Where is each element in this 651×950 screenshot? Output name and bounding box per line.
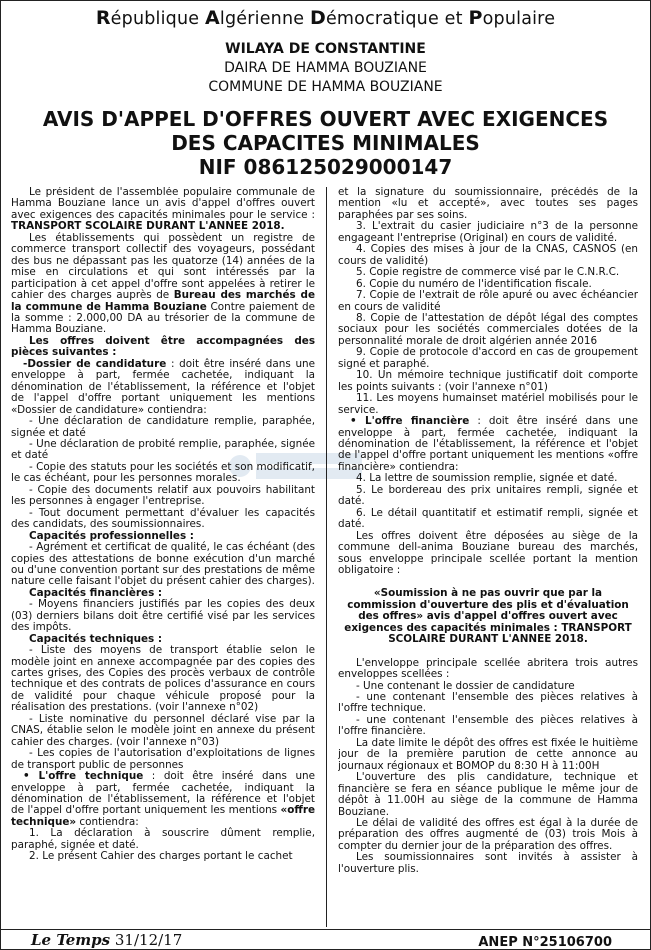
invitation-paragraph: Les soumissionnaires sont invités à assister à l'ouverture plis.	[338, 851, 638, 875]
offre-technique: • L'offre technique : doit être inséré dans une enveloppe à part, fermée cachetée, indiquant la dénomination de l'établissement, la référence et l'objet de l'appel d'offre portant uniquement les mentions «offre technique» contiendra:	[11, 770, 315, 828]
list-item: - Une déclaration de candidature remplie, paraphée, signée et daté	[11, 415, 315, 439]
list-item: 5. Le bordereau des prix unitaires rempli, signée et daté.	[338, 483, 638, 508]
list-item: - Liste des moyens de transport établie selon le modèle joint en annexe accompagnée par des copies des cartes grises, des Copies des procès verbaux de contrôle technique et des contrats de polices d'assurance en cours de validité pour chaque véhicule proposé pour la réalisation des prestations. (voir l'annexe n°02)	[11, 644, 315, 714]
list-item: - Moyens financiers justifiés par les copies des deux (03) derniers bilans doit être certifié visé par les services des impôts.	[11, 598, 315, 634]
deadline-paragraph: La date limite le dépôt des offres est fixée le huitième jour de la première parution de cette annonce au journaux régionaux et BOMOP du 8:30 H à 11:00H	[338, 736, 638, 772]
list-item: - une contenant l'ensemble des pièces relatives à l'offre financière.	[338, 713, 638, 738]
wilaya-name: WILAYA DE CONSTANTINE	[225, 41, 426, 57]
list-item: - Copie des statuts pour les sociétés et son modificatif, le cas échéant, pour les personnes morales.	[11, 460, 315, 485]
list-item: et la signature du soumissionnaire, précédés de la mention «lu et accepté», avec toutes ses pages paraphées par ses soins.	[338, 187, 638, 221]
capacites-pro-heading: Capacités professionnelles :	[29, 529, 194, 542]
list-item: 7. Copie de l'extrait de rôle apuré ou avec échéancier en cours de validité	[338, 289, 638, 313]
notice-title: AVIS D'APPEL D'OFFRES OUVERT AVEC EXIGENCES DES CAPACITES MINIMALES NIF 086125029000147	[42, 107, 609, 179]
list-item: 9. Copie de protocole d'accord en cas de groupement signé et paraphé.	[338, 346, 638, 370]
offres-heading: Les offres doivent être accompagnées des pièces suivantes :	[11, 334, 315, 359]
list-item: 8. Copie de l'attestation de dépôt légal des comptes sociaux pour les sociétés commerciales dotées de la personnalité morale de droit algérien année 2016	[338, 311, 638, 347]
left-column	[11, 187, 315, 893]
capacites-fin-heading: Capacités financières :	[29, 586, 163, 599]
opening-paragraph: L'ouverture des plis candidature, technique et financière se fera en séance publique le même jour de dépôt à 11.00H au siège de la commune de Hamma Bouziane.	[338, 771, 638, 818]
validity-paragraph: Le délai de validité des offres est égal à la durée de préparation des offres augmenté de (03) trois Mois à compter du dernier jour de la préparation des offres.	[338, 817, 638, 852]
daira-name: DAIRA DE HAMMA BOUZIANE	[224, 60, 427, 76]
deposit-paragraph: Les offres doivent être déposées au siège de la commune dell-anima Bouziane bureau des marchés, sous enveloppe principale scellée portant la mention obligatoire :	[338, 529, 638, 576]
commune-name: COMMUNE DE HAMMA BOUZIANE	[208, 79, 443, 95]
anep-number: ANEP N°25106700	[478, 935, 612, 950]
soumission-mention: «Soumission à ne pas ouvrir que par la commission d'ouverture des plis et d'évaluation des offres» avis d'appel d'offres ouvert avec exigences des capacités minimales : TRANSPORT SCOLAIRE DURANT L'ANNEE 2018.	[344, 587, 632, 646]
intro-paragraph: Le président de l'assemblée populaire communale de Hamma Bouziane lance un avis d'appel d'offres ouvert avec exigences des capacités minimales pour le service : TRANSPORT SCOLAIRE DURANT L'ANNEE 2018.	[11, 187, 315, 233]
list-item: 5. Copie registre de commerce visé par le C.N.R.C.	[356, 266, 620, 279]
journal-credit: Le Temps 31/12/17	[31, 931, 183, 949]
list-item: - Agrément et certificat de qualité, le cas échéant (des copies des attestations de bonne exécution d'un marché ou d'une convention portant sur des prestations de même nature celle faisant l'objet du présent cahier des charges).	[11, 541, 315, 588]
right-column	[338, 187, 638, 893]
list-item: 2. Le présent Cahier des charges portant le cachet	[29, 850, 293, 863]
offre-financiere: • L'offre financière : doit être inséré dans une enveloppe à part, fermée cachetée, indiquant la dénomination de l'établissement, la référence et l'objet de l'appel d'offre portant uniquement les mentions «offre financière» contiendra:	[338, 415, 638, 473]
list-item: 1. La déclaration à souscrire dûment remplie, paraphé, signée et daté.	[11, 827, 315, 851]
list-item: 4. La lettre de soumission remplie, signée et daté.	[356, 472, 618, 485]
list-item: 6. Le détail quantitatif et estimatif rempli, signée et daté.	[338, 506, 638, 531]
list-item: 3. L'extrait du casier judiciaire n°3 de la personne engageant l'entreprise (Original) en cours de validité.	[338, 220, 638, 244]
list-item: - Les copies de l'autorisation d'exploitations de lignes de transport public de personnes	[11, 747, 315, 771]
footer-divider	[1, 929, 650, 930]
capacites-tech-heading: Capacités techniques :	[29, 632, 162, 645]
list-item: 4. Copies des mises à jour de la CNAS, CASNOS (en cours de validité)	[338, 243, 638, 267]
list-item: - une contenant l'ensemble des pièces relatives à l'offre technique.	[338, 691, 638, 715]
list-item: 6. Copie du numéro de l'identification fiscale.	[356, 277, 592, 290]
list-item: - Une déclaration de probité remplie, paraphée, signée et daté	[11, 437, 315, 462]
list-item: - Tout document permettant d'évaluer les capacités des candidats, des soumissionnaires.	[11, 506, 315, 531]
list-item: 11. Les moyens humainset matériel mobilisés pour le service.	[338, 392, 638, 416]
list-item: - Liste nominative du personnel déclaré vise par la CNAS, établie selon le modèle joint en annexe du présent cahier des charges. (voir l'annexe n°03)	[11, 712, 315, 748]
republic-header: République Algérienne Démocratique et Populaire	[95, 7, 556, 29]
eligibility-paragraph: Les établissements qui possèdent un registre de commerce transport collectif des voyageurs, possédant des bus ne dépassant pas les quatorze (14) années de la mise en circulations et qui sont intéressés par la participation à cet appel d'offre sont appelées à retirer le cahier des charges auprès de Bureau des marchés de la commune de Hamma Bouziane Contre paiement de la somme : 2.000,00 DA au trésorier de la commune de Hamma Bouziane.	[11, 231, 315, 336]
envelope-paragraph: L'enveloppe principale scellée abritera trois autres enveloppes scellées :	[338, 656, 638, 681]
list-item: - Copie des documents relatif aux pouvoirs habilitant les personnes à engager l'entreprise.	[11, 483, 315, 508]
list-item: 10. Un mémoire technique justificatif doit comporte les points suivants : (voir l'annexe n°01)	[338, 369, 638, 393]
dossier-candidature: -Dossier de candidature : doit être inséré dans une enveloppe à part, fermée cachetée, indiquant la dénomination de l'établissement, la référence et l'objet de l'appel d'offre portant uniquement les mentions «Dossier de candidature» contiendra:	[11, 357, 315, 416]
list-item: - Une contenant le dossier de candidature	[356, 679, 575, 692]
column-divider	[326, 187, 327, 927]
